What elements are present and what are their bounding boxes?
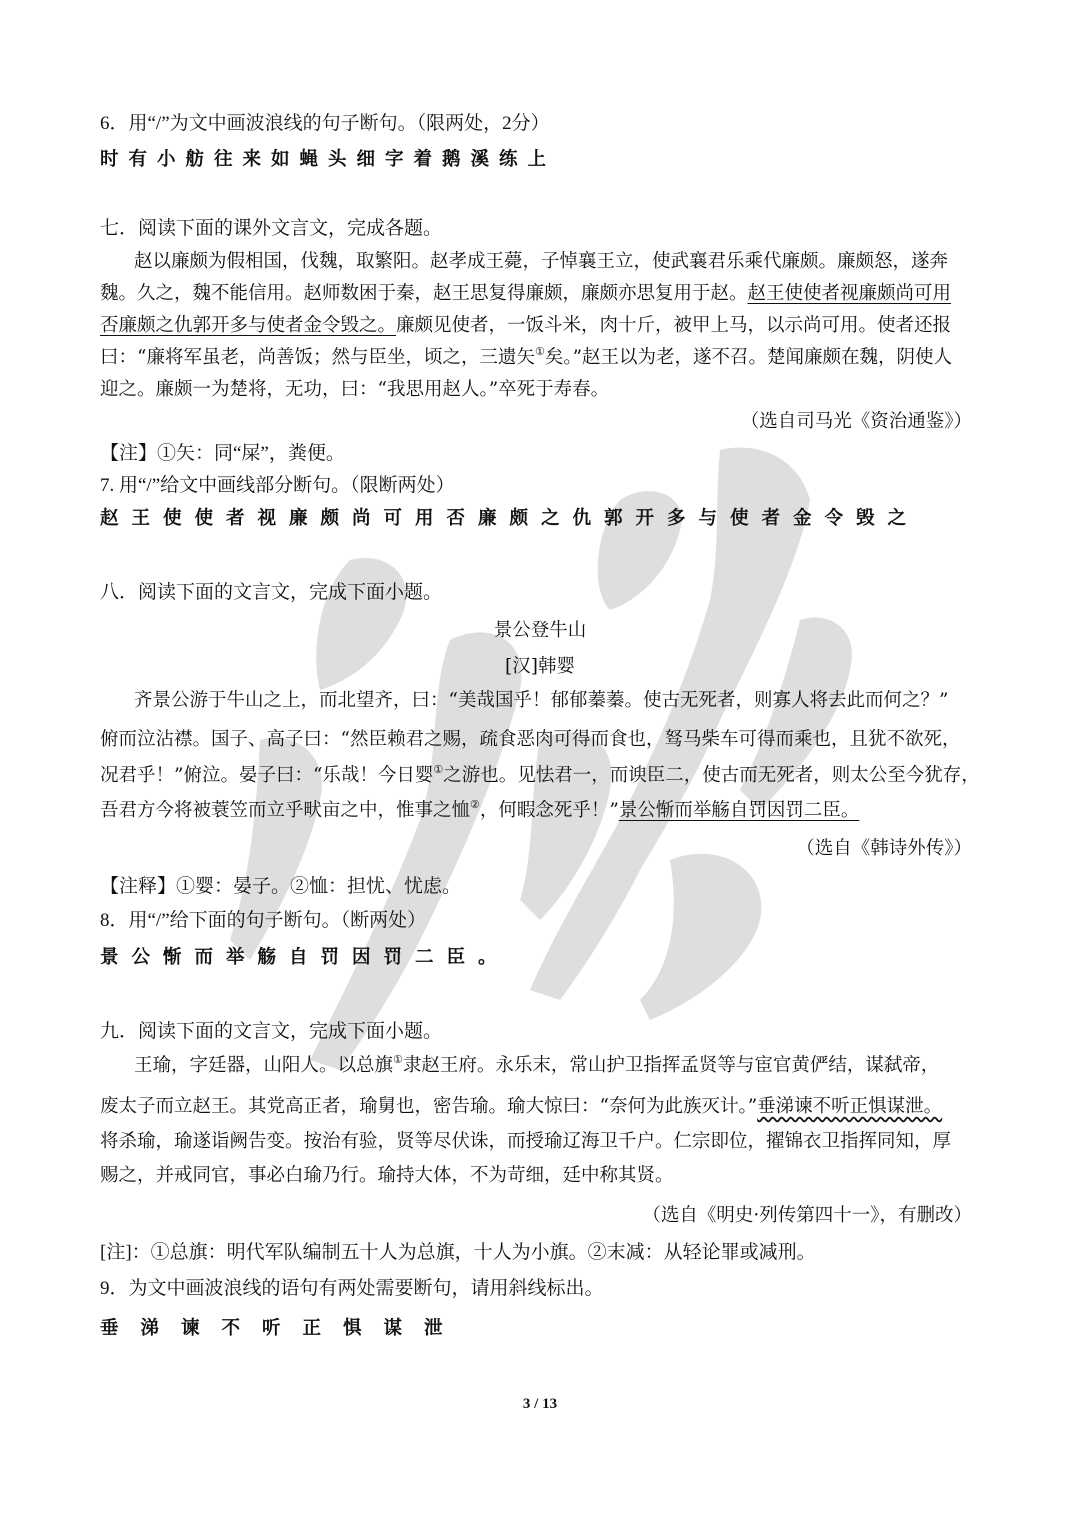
passage-7-line-5: 迎之。廉颇一为楚将，无功，曰：“我思用赵人。”卒死于寿春。 [100, 379, 610, 400]
question-8-sentence: 景公惭而举觞自罚因罚二臣。 [100, 947, 510, 968]
passage-8-line-2: 俯而泣沾襟。国子、高子曰：“然臣赖君之赐，疏食恶肉可得而食也，驽马柴车可得而乘也，且犹不欲死， [100, 729, 961, 750]
passage-9-note: [注]：①总旗：明代军队编制五十人为总旗，十人为小旗。②末减：从轻论罪或减刑。 [100, 1242, 816, 1263]
passage-7-line-1: 赵以廉颇为假相国，伐魏，取繁阳。赵孝成王薨，子悼襄王立，使武襄君乐乘代廉颇。廉颇怒，遂奔 [134, 251, 949, 272]
question-9-sentence: 垂涕谏不听正惧谋泄 [100, 1318, 465, 1339]
passage-7-line-3 [100, 313, 951, 339]
passage-7-text: 魏。久之，魏不能信用。赵师数困于秦，赵王思复得廉颇，廉颇亦思复用于赵。 [100, 283, 748, 304]
passage-8-underlined: 景公惭而举觞自罚因罚二臣。 [618, 800, 860, 821]
passage-7-line-2 [100, 281, 951, 307]
passage-8-note: 【注释】①婴：晏子。②恤：担忧、忧虑。 [100, 876, 462, 897]
passage-7-underlined-part-2: 否廉颇之仇郭开多与使者金令毁之。 [100, 315, 397, 336]
passage-7-text: 曰：“廉将军虽老，尚善饭；然与臣坐，顷之，三遗矢 [100, 347, 535, 368]
passage-9-source: （选自《明史·列传第四十一》，有删改） [642, 1205, 972, 1226]
footnote-marker: ① [433, 763, 444, 776]
passage-7-text: 矣。”赵王以为老，遂不召。楚闻廉颇在魏，阴使人 [544, 347, 953, 368]
question-9-prompt: 9．为文中画波浪线的语句有两处需要断句，请用斜线标出。 [100, 1278, 604, 1299]
passage-9-line-4: 赐之，并戒同官，事必白瑜乃行。瑜持大体，不为苛细，廷中称其贤。 [100, 1165, 674, 1186]
footnote-marker: ① [393, 1053, 403, 1066]
section-9-heading: 九．阅读下面的文言文，完成下面小题。 [100, 1021, 443, 1042]
footnote-marker: ② [470, 798, 480, 811]
passage-9-wavy-underlined: 垂涕谏不听正惧谋泄。 [757, 1096, 943, 1117]
passage-9-text: 王瑜，字廷器，山阳人。以总旗 [134, 1055, 394, 1076]
passage-8-line-4 [100, 798, 859, 824]
passage-8-author: [汉]韩婴 [505, 656, 575, 677]
page-number: 3 / 13 [522, 1396, 558, 1412]
question-8-prompt: 8．用“/”给下面的句子断句。（断两处） [100, 910, 427, 931]
question-6-sentence: 时有小舫往来如蝇头细字着鹅溪练上 [100, 149, 557, 170]
passage-9-line-2 [100, 1094, 942, 1120]
passage-8-text: 吾君方今将被蓑笠而立乎畎亩之中，惟事之恤 [100, 800, 471, 821]
passage-9-line-3: 将杀瑜，瑜遂诣阙告变。按治有验，贤等尽伏诛，而授瑜辽海卫千户。仁宗即位，擢锦衣卫指挥同知，厚 [100, 1131, 952, 1152]
passage-7-line-4 [100, 345, 952, 371]
passage-8-text: ，何暇念死乎！” [479, 800, 619, 821]
passage-7-source: （选自司马光《资治通鉴》） [740, 411, 972, 432]
passage-7-underlined-part-1: 赵王使使者视廉颇尚可用 [747, 283, 952, 304]
passage-8-title: 景公登牛山 [493, 620, 587, 641]
passage-9-text: 废太子而立赵王。其党高正者，瑜舅也，密告瑜。瑜大惊曰：“奈何为此族灭计。” [100, 1096, 758, 1117]
section-8-heading: 八．阅读下面的文言文，完成下面小题。 [100, 582, 443, 603]
passage-7-note: 【注】①矢：同“屎”，粪便。 [100, 443, 345, 464]
question-7-sentence: 赵王使使者视廉颇尚可用否廉颇之仇郭开多与使者金令毁之 [100, 508, 920, 529]
passage-7-text: 廉颇见使者，一饭斗米，肉十斤，被甲上马，以示尚可用。使者还报 [396, 315, 952, 336]
question-7-prompt: 7. 用“/”给文中画线部分断句。（限断两处） [100, 475, 455, 496]
passage-8-source: （选自《韩诗外传》） [796, 838, 972, 859]
passage-8-line-3 [100, 763, 980, 789]
footnote-marker: ① [534, 345, 545, 358]
passage-8-text: 之游也。见怯君一，而谀臣二，使古而无死者，则太公至今犹存， [443, 765, 980, 786]
question-6-prompt: 6．用“/”为文中画波浪线的句子断句。（限两处，2分） [100, 113, 550, 134]
passage-8-line-1: 齐景公游于牛山之上，而北望齐，曰：“美哉国乎！郁郁蓁蓁。使古无死者，则寡人将去此而何之？” [134, 690, 949, 711]
section-7-heading: 七．阅读下面的课外文言文，完成各题。 [100, 218, 443, 239]
passage-9-text: 隶赵王府。永乐末，常山护卫指挥孟贤等与宦官黄俨结，谋弑帝， [402, 1055, 940, 1076]
passage-8-text: 况君乎！”俯泣。晏子曰：“乐哉！今日婴 [100, 765, 434, 786]
passage-9-line-1 [134, 1053, 939, 1079]
